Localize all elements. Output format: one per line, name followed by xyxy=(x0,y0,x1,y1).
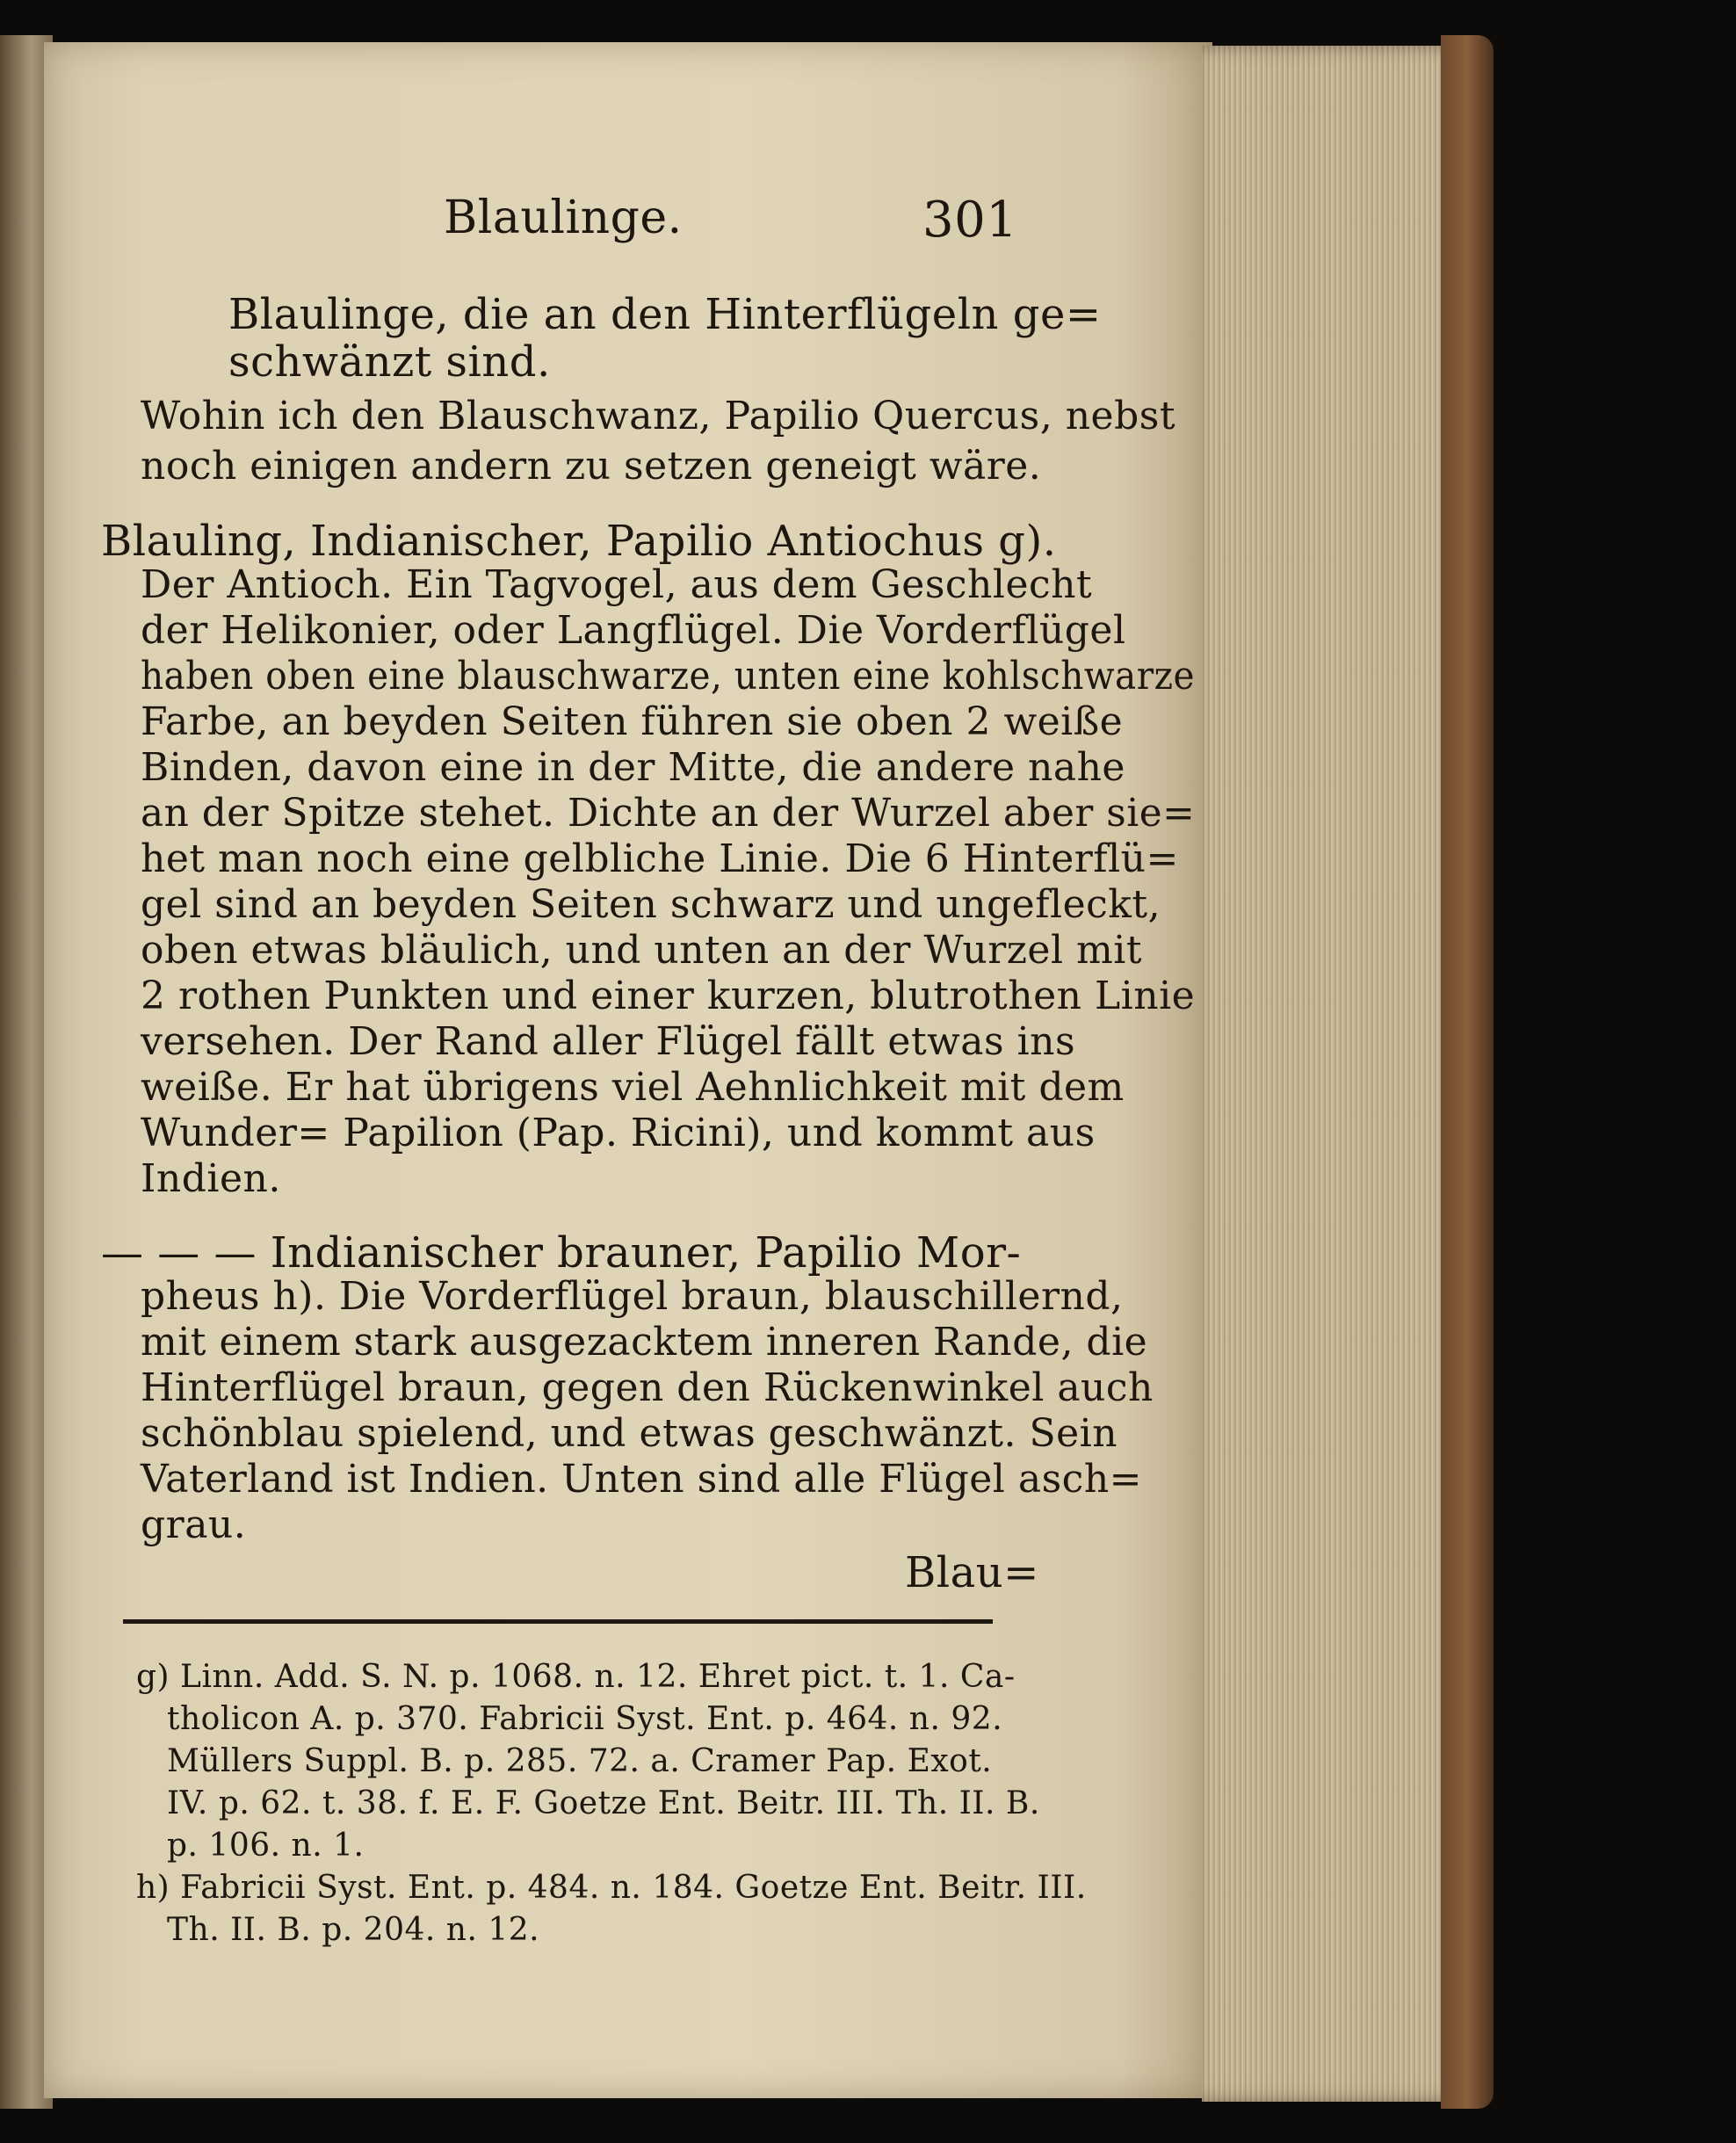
page-block-edges xyxy=(1202,46,1465,2102)
entry-1-line: oben etwas bläulich, und unten an der Wurzel mit xyxy=(141,928,1143,973)
footnote-line: Müllers Suppl. B. p. 285. 72. a. Cramer Pap. Exot. xyxy=(167,1743,993,1779)
footnote-line: g) Linn. Add. S. N. p. 1068. n. 12. Ehret pict. t. 1. Ca- xyxy=(136,1659,1016,1695)
footnote-line: IV. p. 62. t. 38. f. E. F. Goetze Ent. Beitr. III. Th. II. B. xyxy=(167,1785,1040,1821)
entry-1-line: 2 rothen Punkten und einer kurzen, blutrothen Linie xyxy=(141,974,1196,1018)
entry-2-line: Vaterland ist Indien. Unten sind alle Flügel asch= xyxy=(141,1457,1143,1502)
entry-1-line: Blauling, Indianischer, Papilio Antiochus g). xyxy=(101,517,1057,566)
book-cover-edge xyxy=(1441,35,1494,2109)
footnote-rule xyxy=(123,1619,993,1624)
section-heading-line: schwänzt sind. xyxy=(228,337,551,387)
entry-1-line: het man noch eine gelbliche Linie. Die 6 Hinterflü= xyxy=(141,836,1179,881)
entry-1-line: versehen. Der Rand aller Flügel fällt etwas ins xyxy=(141,1019,1076,1064)
footnote-line: p. 106. n. 1. xyxy=(167,1828,365,1864)
entry-1-line: an der Spitze stehet. Dichte an der Wurzel aber sie= xyxy=(141,791,1196,836)
entry-1-line: haben oben eine blauschwarze, unten eine kohlschwarze xyxy=(141,654,1195,699)
entry-1-line: Binden, davon eine in der Mitte, die andere nahe xyxy=(141,745,1125,790)
intro-line: Wohin ich den Blauschwanz, Papilio Quercus, nebst xyxy=(141,394,1175,438)
entry-1-line: Der Antioch. Ein Tagvogel, aus dem Geschlecht xyxy=(141,562,1093,607)
entry-2-line: schönblau spielend, und etwas geschwänzt. Sein xyxy=(141,1411,1118,1456)
entry-1-line: gel sind an beyden Seiten schwarz und ungefleckt, xyxy=(141,882,1161,927)
intro-line: noch einigen andern zu setzen geneigt wäre. xyxy=(141,444,1042,489)
running-title: Blaulinge. xyxy=(444,192,683,244)
entry-2-line: Hinterflügel braun, gegen den Rückenwinkel auch xyxy=(141,1365,1154,1410)
footnote-line: h) Fabricii Syst. Ent. p. 484. n. 184. Goetze Ent. Beitr. III. xyxy=(136,1870,1087,1906)
entry-1-line: der Helikonier, oder Langflügel. Die Vorderflügel xyxy=(141,608,1126,653)
entry-1-line: Indien. xyxy=(141,1156,281,1201)
entry-2-line: mit einem stark ausgezacktem inneren Rande, die xyxy=(141,1320,1148,1365)
section-heading-line: Blaulinge, die an den Hinterflügeln ge= xyxy=(228,290,1102,339)
entry-2-line: grau. xyxy=(141,1502,247,1547)
entry-2-line: pheus h). Die Vorderflügel braun, blauschillernd, xyxy=(141,1274,1124,1319)
entry-1-line: Farbe, an beyden Seiten führen sie oben 2 weiße xyxy=(141,699,1124,744)
footnote-line: Th. II. B. p. 204. n. 12. xyxy=(167,1912,540,1948)
entry-1-line: Wunder= Papilion (Pap. Ricini), und kommt aus xyxy=(141,1111,1096,1155)
page-number: 301 xyxy=(922,192,1018,249)
footnote-line: tholicon A. p. 370. Fabricii Syst. Ent. p. 464. n. 92. xyxy=(167,1701,1003,1737)
entry-2-line: — — — Indianischer brauner, Papilio Mor- xyxy=(101,1228,1022,1278)
catchword: Blau= xyxy=(905,1548,1039,1597)
entry-1-line: weiße. Er hat übrigens viel Aehnlichkeit mit dem xyxy=(141,1065,1125,1110)
